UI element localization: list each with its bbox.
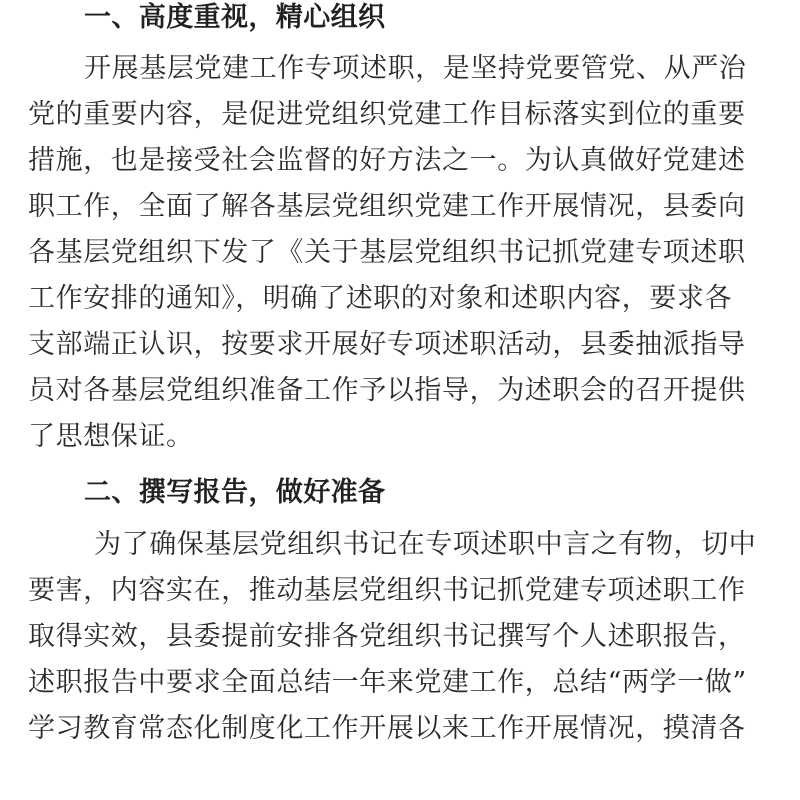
paragraph-line: 学习教育常态化制度化工作开展以来工作开展情况，摸清各 <box>28 713 746 744</box>
section-2-heading: 二、撰写报告，做好准备 <box>84 477 386 508</box>
paragraph-line: 职工作，全面了解各基层党组织党建工作开展情况，县委向 <box>28 191 746 222</box>
section-1-heading: 一、高度重视，精心组织 <box>84 2 386 33</box>
paragraph-line: 了思想保证。 <box>28 421 194 452</box>
paragraph-line: 支部端正认识，按要求开展好专项述职活动，县委抽派指导 <box>28 329 746 360</box>
paragraph-line: 取得实效，县委提前安排各党组织书记撰写个人述职报告， <box>28 621 746 652</box>
paragraph-line: 工作安排的通知》，明确了述职的对象和述职内容，要求各 <box>28 283 733 314</box>
paragraph-line: 要害，内容实在，推动基层党组织书记抓党建专项述职工作 <box>28 575 746 606</box>
paragraph-line: 各基层党组织下发了《关于基层党组织书记抓党建专项述职 <box>28 237 746 268</box>
paragraph-line: 述职报告中要求全面总结一年来党建工作，总结“两学一做” <box>28 667 747 698</box>
paragraph-line: 员对各基层党组织准备工作予以指导，为述职会的召开提供 <box>28 375 746 406</box>
paragraph-line: 为了确保基层党组织书记在专项述职中言之有物，切中 <box>94 529 757 560</box>
paragraph-line: 开展基层党建工作专项述职，是坚持党要管党、从严治 <box>84 53 747 84</box>
paragraph-line: 党的重要内容，是促进党组织党建工作目标落实到位的重要 <box>28 99 746 130</box>
paragraph-line: 措施，也是接受社会监督的好方法之一。为认真做好党建述 <box>28 145 746 176</box>
